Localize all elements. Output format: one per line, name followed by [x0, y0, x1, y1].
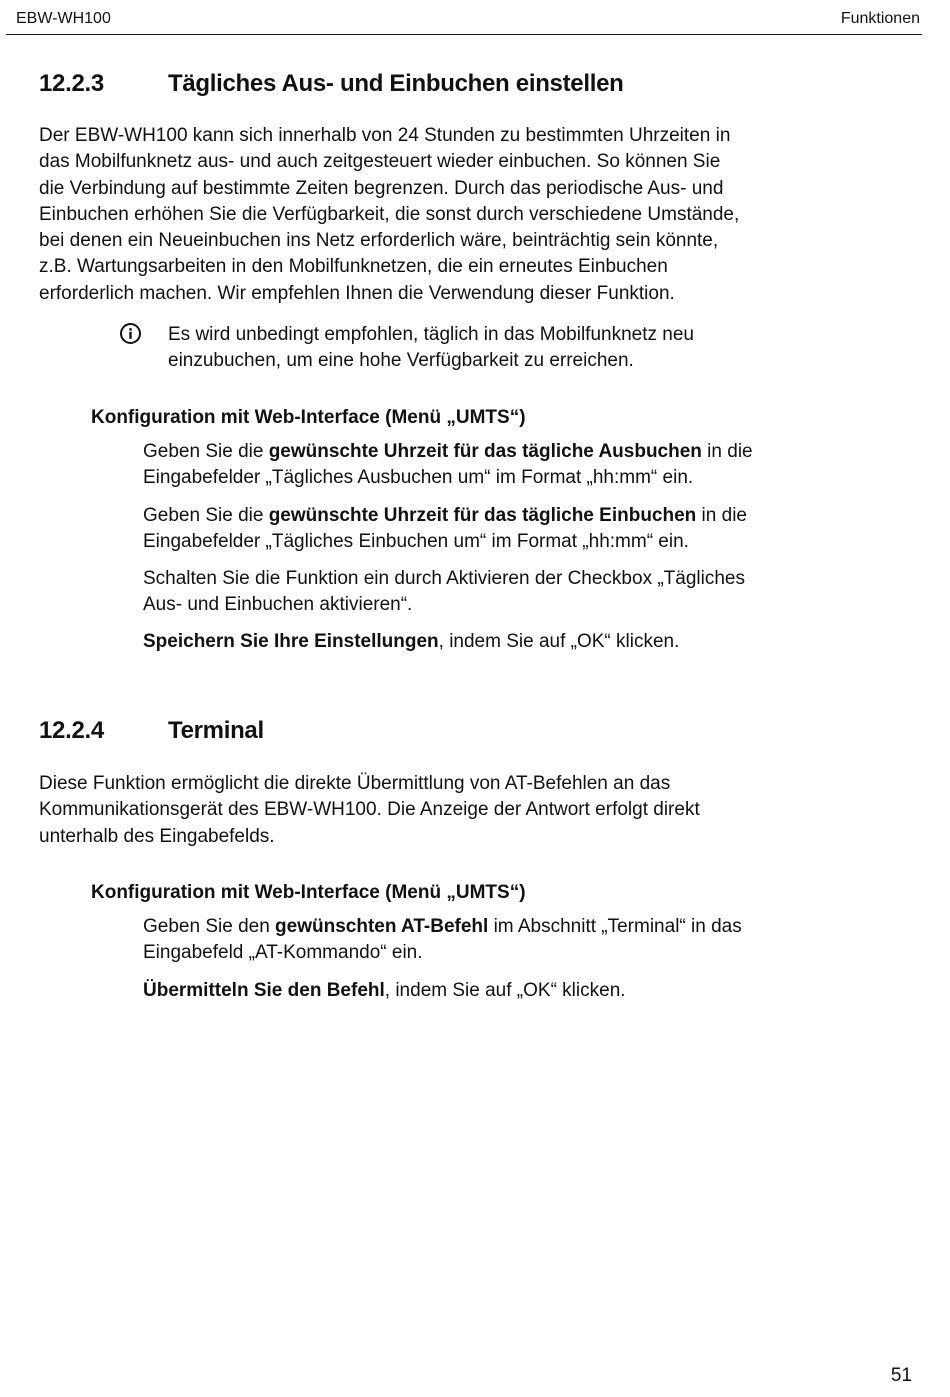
step-activate-checkbox: [143, 566, 903, 619]
paragraph-line: Der EBW-WH100 kann sich innerhalb von 24 Stunden zu bestimmten Uhrzeiten in: [39, 125, 731, 146]
note-text: [168, 322, 868, 375]
step-emphasis: gewünschten AT-Befehl: [275, 916, 489, 937]
header-chapter-name: Funktionen: [840, 10, 920, 27]
step-set-logon-time: [143, 503, 903, 556]
paragraph-line: z.B. Wartungsarbeiten in den Mobilfunknetzen, die ein erneutes Einbuchen: [39, 256, 668, 278]
section-heading-terminal: [39, 717, 264, 745]
step-save-settings: [143, 629, 903, 655]
step-text: , indem Sie auf „OK“ klicken.: [384, 980, 626, 1001]
step-text: , indem Sie auf „OK“ klicken.: [438, 631, 680, 652]
step-set-logoff-time: [143, 439, 903, 492]
section-intro-paragraph: [39, 771, 899, 850]
section-intro-paragraph: [39, 123, 899, 307]
paragraph-line: Diese Funktion ermöglicht die direkte Übermittlung von AT-Befehlen an das: [39, 773, 671, 794]
section-title: Tägliches Aus- und Einbuchen einstellen: [168, 70, 624, 97]
step-text: in die: [701, 441, 753, 462]
step-text: Geben Sie den: [143, 916, 276, 937]
section-title: Terminal: [168, 717, 264, 744]
section-number: 12.2.3: [39, 70, 104, 97]
note-line: einzubuchen, um eine hohe Verfügbarkeit zu erreichen.: [168, 350, 634, 372]
step-emphasis: gewünschte Uhrzeit für das tägliche Einbuchen: [268, 505, 697, 526]
step-text: im Abschnitt „Terminal“ in das: [488, 916, 742, 937]
paragraph-line: bei denen ein Neueinbuchen ins Netz erforderlich wäre, beinträchtig sein könnte,: [39, 230, 719, 252]
step-line: [143, 978, 903, 1004]
section-number: 12.2.4: [39, 717, 104, 744]
step-line: Eingabefelder „Tägliches Einbuchen um“ im Format „hh:mm“ ein.: [143, 531, 689, 553]
step-line: [143, 629, 903, 655]
step-text: Geben Sie die: [143, 441, 269, 462]
step-line: [143, 566, 903, 592]
info-icon: [120, 323, 141, 344]
step-enter-at-command: [143, 914, 903, 967]
paragraph-line: das Mobilfunknetz aus- und auch zeitgesteuert wieder einbuchen. So können Sie: [39, 151, 721, 173]
step-text: Geben Sie die: [143, 505, 269, 526]
paragraph-line: erforderlich machen. Wir empfehlen Ihnen die Verwendung dieser Funktion.: [39, 282, 675, 304]
note-line: Es wird unbedingt empfohlen, täglich in das Mobilfunknetz neu: [168, 324, 694, 345]
step-line: [143, 503, 903, 529]
step-emphasis: gewünschte Uhrzeit für das tägliche Ausbuchen: [268, 441, 702, 462]
running-header: [6, 8, 922, 35]
step-text: in die: [696, 505, 747, 526]
paragraph-line: die Verbindung auf bestimmte Zeiten begrenzen. Durch das periodische Aus- und: [39, 177, 724, 199]
section-heading-daily-logoff: [39, 70, 623, 98]
step-text: Schalten Sie die Funktion ein durch Aktivieren der Checkbox „Tägliches: [143, 568, 745, 589]
step-line: [143, 914, 903, 940]
page-number: 51: [890, 1365, 912, 1386]
header-product-name: EBW-WH100: [16, 10, 111, 27]
step-line: [143, 439, 903, 465]
config-heading: Konfiguration mit Web-Interface (Menü „UMTS“): [91, 407, 526, 428]
step-emphasis: Übermitteln Sie den Befehl: [143, 980, 385, 1001]
step-line: Eingabefeld „AT-Kommando“ ein.: [143, 942, 423, 964]
step-line: Aus- und Einbuchen aktivieren“.: [143, 594, 413, 616]
config-heading: Konfiguration mit Web-Interface (Menü „UMTS“): [91, 882, 526, 903]
paragraph-line: Einbuchen erhöhen Sie die Verfügbarkeit, die sonst durch verschiedene Umstände,: [39, 203, 740, 225]
paragraph-line: unterhalb des Eingabefelds.: [39, 825, 275, 847]
step-line: Eingabefelder „Tägliches Ausbuchen um“ im Format „hh:mm“ ein.: [143, 467, 694, 489]
step-submit-command: [143, 978, 903, 1004]
step-emphasis: Speichern Sie Ihre Einstellungen: [143, 631, 439, 652]
paragraph-line: Kommunikationsgerät des EBW-WH100. Die Anzeige der Antwort erfolgt direkt: [39, 799, 700, 821]
